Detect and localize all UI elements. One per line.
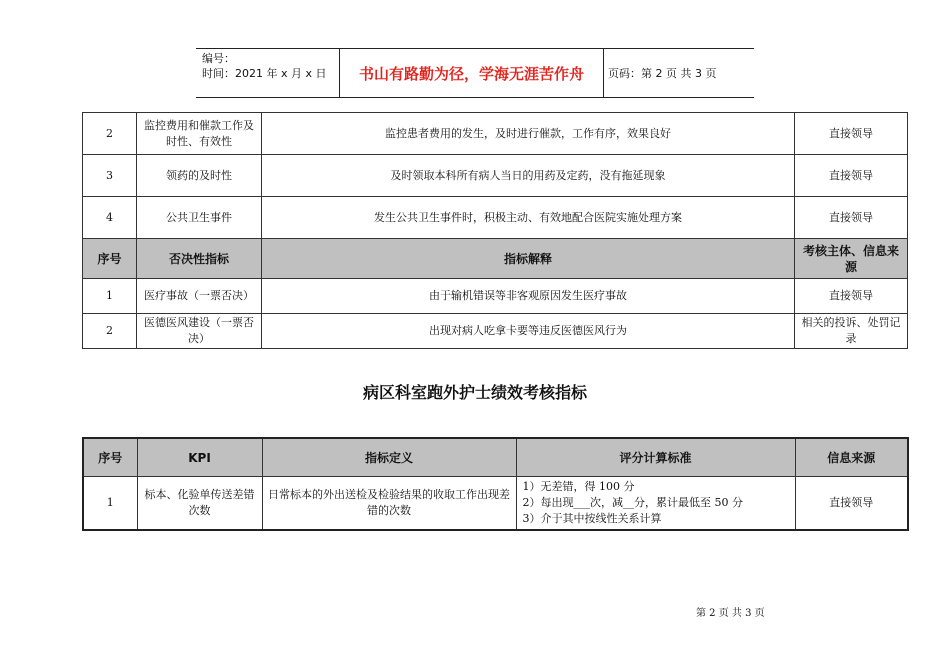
scoring-criteria [516, 477, 795, 531]
row-number: 1 [83, 279, 137, 314]
column-header-kpi: KPI [137, 438, 262, 477]
table-header-row [83, 239, 908, 279]
column-header-number: 序号 [83, 438, 137, 477]
table-row [83, 197, 908, 239]
column-header-veto-indicator: 否决性指标 [137, 239, 262, 279]
number-label: 编号： [202, 52, 235, 65]
table-row [83, 155, 908, 197]
indicator-description: 及时领取本科所有病人当日的用药及定药，没有拖延现象 [262, 155, 795, 197]
indicator-table [82, 112, 908, 349]
table-row [83, 477, 908, 531]
kpi-definition: 日常标本的外出送检及检验结果的收取工作出现差错的次数 [262, 477, 516, 531]
indicator-name: 医德医风建设（一票否决） [137, 314, 262, 349]
table-header-row [83, 438, 908, 477]
indicator-name: 医疗事故（一票否决） [137, 279, 262, 314]
info-source: 直接领导 [795, 197, 908, 239]
header-meta [202, 51, 327, 81]
column-header-definition: 指标定义 [262, 438, 516, 477]
kpi-table [82, 437, 909, 531]
header-page-number: 页码：第 2 页 共 3 页 [608, 67, 717, 80]
info-source: 直接领导 [795, 155, 908, 197]
indicator-name: 监控费用和催款工作及时性、有效性 [137, 113, 262, 155]
info-source: 相关的投诉、处罚记录 [795, 314, 908, 349]
date-label: 时间：2021 年 x 月 x 日 [202, 67, 327, 80]
table-row [83, 113, 908, 155]
kpi-name: 标本、化验单传送差错次数 [137, 477, 262, 531]
indicator-description: 监控患者费用的发生，及时进行催款，工作有序，效果良好 [262, 113, 795, 155]
indicator-description: 出现对病人吃拿卡要等违反医德医风行为 [262, 314, 795, 349]
row-number: 1 [83, 477, 137, 531]
table-row [83, 279, 908, 314]
criteria-line: 3）介于其中按线性关系计算 [522, 512, 662, 525]
row-number: 2 [83, 113, 137, 155]
header-divider [603, 49, 604, 97]
info-source: 直接领导 [795, 113, 908, 155]
column-header-criteria: 评分计算标准 [516, 438, 795, 477]
info-source: 直接领导 [795, 477, 908, 531]
row-number: 3 [83, 155, 137, 197]
criteria-line: 1）无差错，得 100 分 [522, 480, 635, 493]
section-title: 病区科室跑外护士绩效考核指标 [362, 383, 587, 402]
info-source: 直接领导 [795, 279, 908, 314]
column-header-source: 考核主体、信息来源 [795, 239, 908, 279]
page-footer: 第 2 页 共 3 页 [696, 608, 765, 619]
header-motto: 书山有路勤为径，学海无涯苦作舟 [358, 64, 584, 83]
row-number: 4 [83, 197, 137, 239]
page-header [196, 48, 754, 98]
criteria-line: 2）每出现___次，减__分，累计最低至 50 分 [522, 496, 743, 509]
indicator-description: 由于输机错误等非客观原因发生医疗事故 [262, 279, 795, 314]
column-header-number: 序号 [83, 239, 137, 279]
indicator-name: 公共卫生事件 [137, 197, 262, 239]
column-header-source: 信息来源 [795, 438, 908, 477]
row-number: 2 [83, 314, 137, 349]
table-row [83, 314, 908, 349]
indicator-name: 领药的及时性 [137, 155, 262, 197]
indicator-description: 发生公共卫生事件时，积极主动、有效地配合医院实施处理方案 [262, 197, 795, 239]
column-header-explanation: 指标解释 [262, 239, 795, 279]
